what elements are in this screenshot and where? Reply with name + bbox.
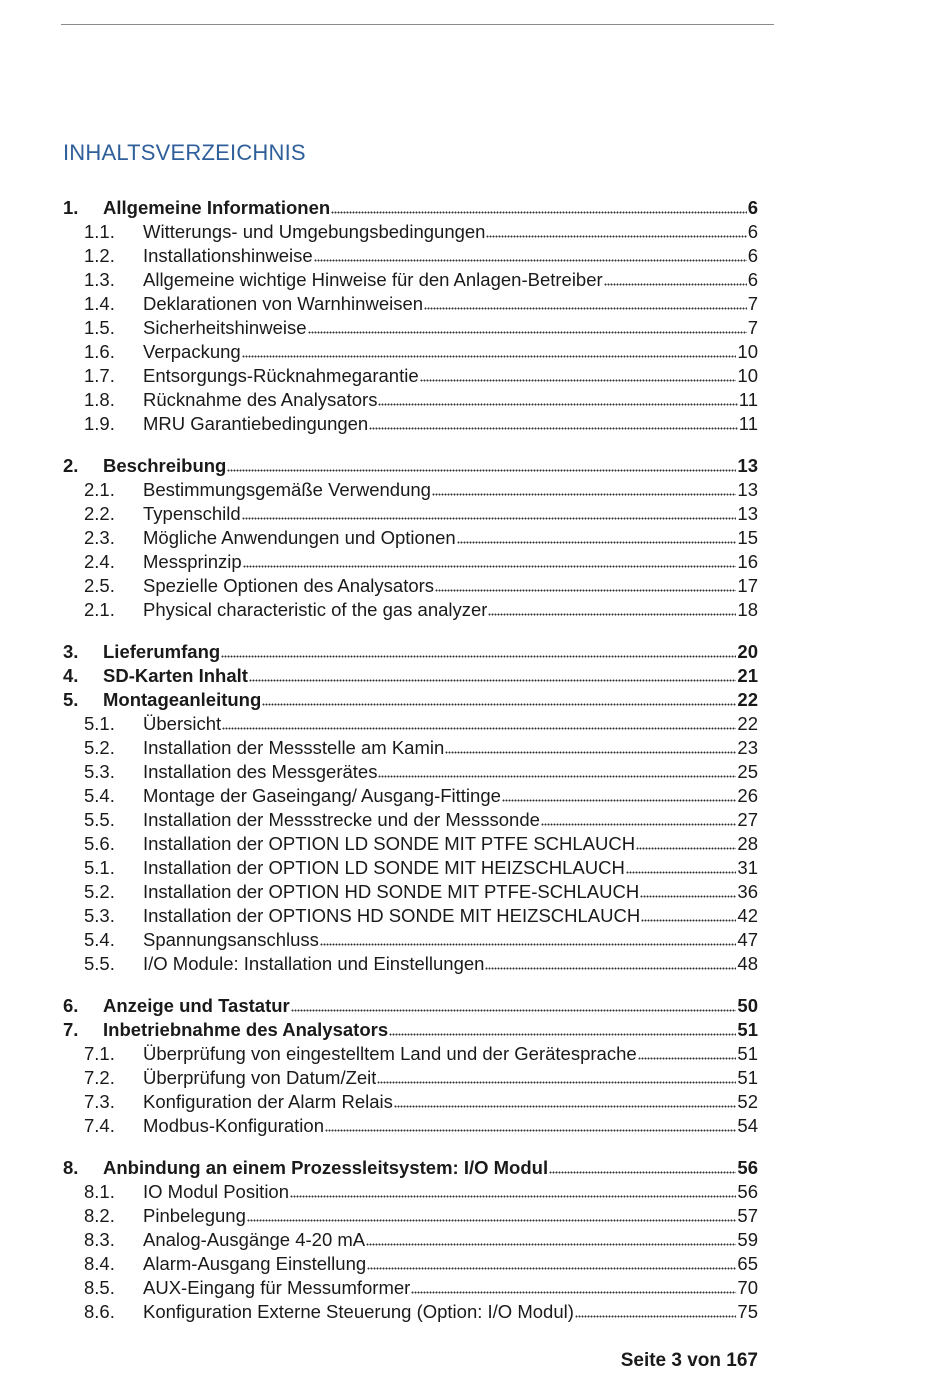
toc-entry-page: 20 [737,641,758,662]
toc-subsection-entry[interactable] [63,1204,758,1228]
toc-entry-page: 17 [737,575,758,596]
toc-entry-title: Analog-Ausgänge 4-20 mA [143,1229,366,1250]
toc-entry-number: 7.4. [84,1115,115,1136]
toc-subsection-entry[interactable] [63,928,758,952]
toc-entry-number: 1.1. [84,221,115,242]
toc-entry-title: Entsorgungs-Rücknahmegarantie [143,365,419,386]
toc-entry-title: Bestimmungsgemäße Verwendung [143,479,431,500]
toc-subsection-entry[interactable] [63,598,758,622]
toc-entry-number: 5.2. [84,737,115,758]
toc-dot-leader [394,1104,737,1108]
toc-subsection-entry[interactable] [63,736,758,760]
toc-entry-number: 8.3. [84,1229,115,1250]
toc-dot-leader [369,426,738,430]
toc-subsection-entry[interactable] [63,952,758,976]
toc-entry-title: Typenschild [143,503,241,524]
toc-entry-title: Rücknahme des Analysators [143,389,378,410]
toc-entry-title: Überprüfung von Datum/Zeit [143,1067,377,1088]
toc-subsection-entry[interactable] [63,808,758,832]
toc-entry-page: 57 [737,1205,758,1226]
toc-section-entry[interactable] [63,640,758,664]
toc-entry-title: Überprüfung von eingestelltem Land und der Gerätesprache [143,1043,637,1064]
toc-entry-page: 13 [737,503,758,524]
toc-dot-leader [221,654,736,658]
toc-entry-page: 47 [737,929,758,950]
toc-subsection-entry[interactable] [63,478,758,502]
toc-subsection-entry[interactable] [63,1252,758,1276]
toc-entry-number: 7. [63,1019,79,1040]
toc-entry-title: I/O Module: Installation und Einstellungen [143,953,485,974]
toc-entry-number: 1.3. [84,269,115,290]
toc-dot-leader [242,354,737,358]
toc-entry-number: 5.4. [84,785,115,806]
toc-dot-leader [488,612,736,616]
toc-entry-page: 18 [737,599,758,620]
toc-entry-number: 2.3. [84,527,115,548]
toc-dot-leader [389,1032,736,1036]
toc-entry-title: Allgemeine Informationen [103,197,331,218]
toc-entry-title: Konfiguration Externe Steuerung (Option: I/O Modul) [143,1301,574,1322]
toc-dot-leader [457,540,737,544]
toc-entry-number: 2.4. [84,551,115,572]
toc-dot-leader [638,1056,737,1060]
toc-entry-page: 6 [747,221,758,242]
toc-dot-leader [325,1128,736,1132]
toc-entry-title: Modbus-Konfiguration [143,1115,324,1136]
toc-entry-page: 70 [737,1277,758,1298]
toc-dot-leader [249,678,736,682]
toc-subsection-entry[interactable] [63,712,758,736]
toc-section-entry[interactable] [63,454,758,478]
toc-section-entry[interactable] [63,1156,758,1180]
toc-subsection-entry[interactable] [63,412,758,436]
page-number-footer: Seite 3 von 167 [620,1350,758,1371]
toc-entry-title: Lieferumfang [103,641,221,662]
toc-entry-title: Pinbelegung [143,1205,246,1226]
toc-dot-leader [641,918,736,922]
toc-entry-number: 8.1. [84,1181,115,1202]
toc-subsection-entry[interactable] [63,1090,758,1114]
toc-entry-title: Konfiguration der Alarm Relais [143,1091,393,1112]
toc-entry-page: 36 [737,881,758,902]
toc-entry-number: 8.2. [84,1205,115,1226]
toc-entry-title: Spannungsanschluss [143,929,319,950]
toc-entry-title: MRU Garantiebedingungen [143,413,369,434]
toc-subsection-entry[interactable] [63,880,758,904]
toc-entry-page: 6 [747,269,758,290]
toc-dot-leader [636,846,736,850]
toc-entry-number: 5.5. [84,809,115,830]
toc-entry-number: 1.6. [84,341,115,362]
toc-entry-page: 65 [737,1253,758,1274]
toc-dot-leader [314,258,747,262]
toc-dot-leader [378,402,737,406]
toc-entry-number: 5. [63,689,79,710]
toc-entry-page: 31 [737,857,758,878]
toc-entry-title: Installation der OPTION LD SONDE MIT PTFE SCHLAUCH [143,833,636,854]
toc-dot-leader [290,1194,736,1198]
toc-entry-page: 75 [737,1301,758,1322]
toc-entry-title: Anzeige und Tastatur [103,995,290,1016]
toc-dot-leader [575,1314,737,1318]
toc-entry-title: IO Modul Position [143,1181,290,1202]
toc-entry-number: 6. [63,995,79,1016]
toc-entry-number: 7.1. [84,1043,115,1064]
toc-entry-number: 2. [63,455,79,476]
toc-dot-leader [320,942,737,946]
toc-entry-title: Anbindung an einem Prozessleitsystem: I/O Modul [103,1157,549,1178]
toc-subsection-entry[interactable] [63,1114,758,1138]
toc-entry-title: Montage der Gaseingang/ Ausgang-Fittinge [143,785,501,806]
toc-dot-leader [485,966,736,970]
toc-entry-page: 25 [737,761,758,782]
toc-entry-page: 54 [737,1115,758,1136]
toc-entry-title: Allgemeine wichtige Hinweise für den Anlagen-Betreiber [143,269,603,290]
toc-section-entry[interactable] [63,688,758,712]
toc-entry-title: Installation der Messstrecke und der Messsonde [143,809,540,830]
toc-dot-leader [604,282,747,286]
toc-subsection-entry[interactable] [63,364,758,388]
toc-subsection-entry[interactable] [63,856,758,880]
toc-section-entry[interactable] [63,664,758,688]
toc-dot-leader [424,306,747,310]
toc-subsection-entry[interactable] [63,1300,758,1324]
toc-entry-title: Installation des Messgerätes [143,761,378,782]
toc-entry-page: 13 [737,455,758,476]
toc-entry-title: AUX-Eingang für Messumformer [143,1277,411,1298]
toc-entry-title: Physical characteristic of the gas analyzer [143,599,488,620]
toc-subsection-entry[interactable] [63,1042,758,1066]
toc-subsection-entry[interactable] [63,574,758,598]
toc-subsection-entry[interactable] [63,1180,758,1204]
toc-entry-title: Beschreibung [103,455,227,476]
toc-entry-page: 22 [737,689,758,710]
toc-entry-page: 7 [747,317,758,338]
toc-entry-number: 1. [63,197,79,218]
toc-entry-number: 5.1. [84,713,115,734]
toc-dot-leader [420,378,737,382]
toc-entry-page: 13 [737,479,758,500]
toc-entry-number: 8.6. [84,1301,115,1322]
toc-entry-number: 1.7. [84,365,115,386]
toc-dot-leader [411,1290,736,1294]
toc-entry-page: 51 [737,1067,758,1088]
toc-subsection-entry[interactable] [63,220,758,244]
toc-entry-title: Installation der OPTION LD SONDE MIT HEIZSCHLAUCH [143,857,625,878]
toc-dot-leader [247,1218,737,1222]
toc-entry-page: 22 [737,713,758,734]
toc-entry-number: 5.6. [84,833,115,854]
toc-entry-number: 4. [63,665,79,686]
toc-subsection-entry[interactable] [63,1228,758,1252]
toc-subsection-entry[interactable] [63,340,758,364]
toc-section-entry[interactable] [63,196,758,220]
toc-entry-title: SD-Karten Inhalt [103,665,248,686]
toc-entry-page: 23 [737,737,758,758]
toc-entry-title: Sicherheitshinweise [143,317,307,338]
toc-dot-leader [367,1266,736,1270]
toc-entry-page: 56 [737,1157,758,1178]
toc-subsection-entry[interactable] [63,760,758,784]
toc-dot-leader [331,210,747,214]
toc-entry-page: 42 [737,905,758,926]
toc-subsection-entry[interactable] [63,1066,758,1090]
toc-entry-title: Inbetriebnahme des Analysators [103,1019,389,1040]
toc-entry-page: 16 [737,551,758,572]
toc-dot-leader [432,492,736,496]
toc-entry-page: 59 [737,1229,758,1250]
toc-entry-number: 8. [63,1157,79,1178]
toc-dot-leader [243,564,737,568]
toc-dot-leader [502,798,737,802]
toc-entry-page: 21 [737,665,758,686]
toc-entry-page: 28 [737,833,758,854]
toc-dot-leader [640,894,736,898]
toc-dot-leader [227,468,736,472]
toc-entry-page: 7 [747,293,758,314]
toc-subsection-entry[interactable] [63,1276,758,1300]
toc-entry-page: 50 [737,995,758,1016]
toc-dot-leader [242,516,737,520]
toc-entry-page: 6 [747,197,758,218]
toc-heading: INHALTSVERZEICHNIS [63,140,306,165]
toc-entry-title: Messprinzip [143,551,242,572]
toc-entry-page: 51 [737,1019,758,1040]
toc-subsection-entry[interactable] [63,268,758,292]
toc-dot-leader [262,702,736,706]
toc-entry-title: Alarm-Ausgang Einstellung [143,1253,367,1274]
toc-entry-number: 5.4. [84,929,115,950]
toc-dot-leader [366,1242,736,1246]
toc-entry-page: 48 [737,953,758,974]
toc-entry-number: 1.4. [84,293,115,314]
toc-entry-title: Mögliche Anwendungen und Optionen [143,527,456,548]
toc-entry-number: 2.1. [84,479,115,500]
toc-entry-number: 1.5. [84,317,115,338]
toc-dot-leader [626,870,737,874]
table-of-contents [63,196,758,1324]
toc-dot-leader [541,822,737,826]
toc-entry-number: 5.5. [84,953,115,974]
toc-subsection-entry[interactable] [63,388,758,412]
toc-entry-number: 5.3. [84,905,115,926]
toc-entry-number: 8.5. [84,1277,115,1298]
toc-entry-number: 5.3. [84,761,115,782]
toc-entry-number: 1.2. [84,245,115,266]
toc-entry-page: 10 [737,365,758,386]
toc-entry-number: 1.8. [84,389,115,410]
toc-subsection-entry[interactable] [63,550,758,574]
toc-entry-number: 5.1. [84,857,115,878]
toc-dot-leader [445,750,736,754]
header-rule [61,24,774,25]
toc-entry-number: 7.3. [84,1091,115,1112]
toc-subsection-entry[interactable] [63,244,758,268]
toc-entry-title: Verpackung [143,341,241,362]
toc-entry-number: 2.5. [84,575,115,596]
toc-entry-page: 26 [737,785,758,806]
toc-dot-leader [222,726,736,730]
toc-entry-number: 1.9. [84,413,115,434]
toc-entry-title: Übersicht [143,713,222,734]
toc-entry-page: 56 [737,1181,758,1202]
toc-subsection-entry[interactable] [63,526,758,550]
toc-dot-leader [435,588,736,592]
toc-entry-title: Installation der Messstelle am Kamin [143,737,445,758]
toc-entry-page: 15 [737,527,758,548]
toc-dot-leader [308,330,747,334]
toc-entry-number: 5.2. [84,881,115,902]
toc-subsection-entry[interactable] [63,904,758,928]
toc-entry-page: 10 [737,341,758,362]
toc-entry-title: Deklarationen von Warnhinweisen [143,293,424,314]
toc-entry-page: 11 [738,389,758,410]
toc-entry-title: Montageanleitung [103,689,262,710]
toc-entry-title: Installation der OPTIONS HD SONDE MIT HEIZSCHLAUCH [143,905,641,926]
toc-entry-page: 51 [737,1043,758,1064]
toc-entry-number: 2.2. [84,503,115,524]
toc-subsection-entry[interactable] [63,316,758,340]
toc-dot-leader [486,234,746,238]
toc-entry-number: 8.4. [84,1253,115,1274]
toc-entry-title: Spezielle Optionen des Analysators [143,575,435,596]
toc-subsection-entry[interactable] [63,832,758,856]
toc-entry-page: 11 [738,413,758,434]
toc-entry-page: 27 [737,809,758,830]
toc-dot-leader [378,774,736,778]
toc-entry-title: Witterungs- und Umgebungsbedingungen [143,221,486,242]
toc-entry-number: 2.1. [84,599,115,620]
toc-dot-leader [377,1080,736,1084]
toc-entry-number: 3. [63,641,79,662]
toc-entry-page: 6 [747,245,758,266]
toc-entry-number: 7.2. [84,1067,115,1088]
toc-subsection-entry[interactable] [63,502,758,526]
toc-entry-title: Installation der OPTION HD SONDE MIT PTFE-SCHLAUCH [143,881,640,902]
toc-entry-title: Installationshinweise [143,245,313,266]
toc-entry-page: 52 [737,1091,758,1112]
toc-subsection-entry[interactable] [63,784,758,808]
toc-subsection-entry[interactable] [63,292,758,316]
toc-dot-leader [291,1008,737,1012]
toc-section-entry[interactable] [63,1018,758,1042]
toc-section-entry[interactable] [63,994,758,1018]
toc-dot-leader [549,1170,736,1174]
